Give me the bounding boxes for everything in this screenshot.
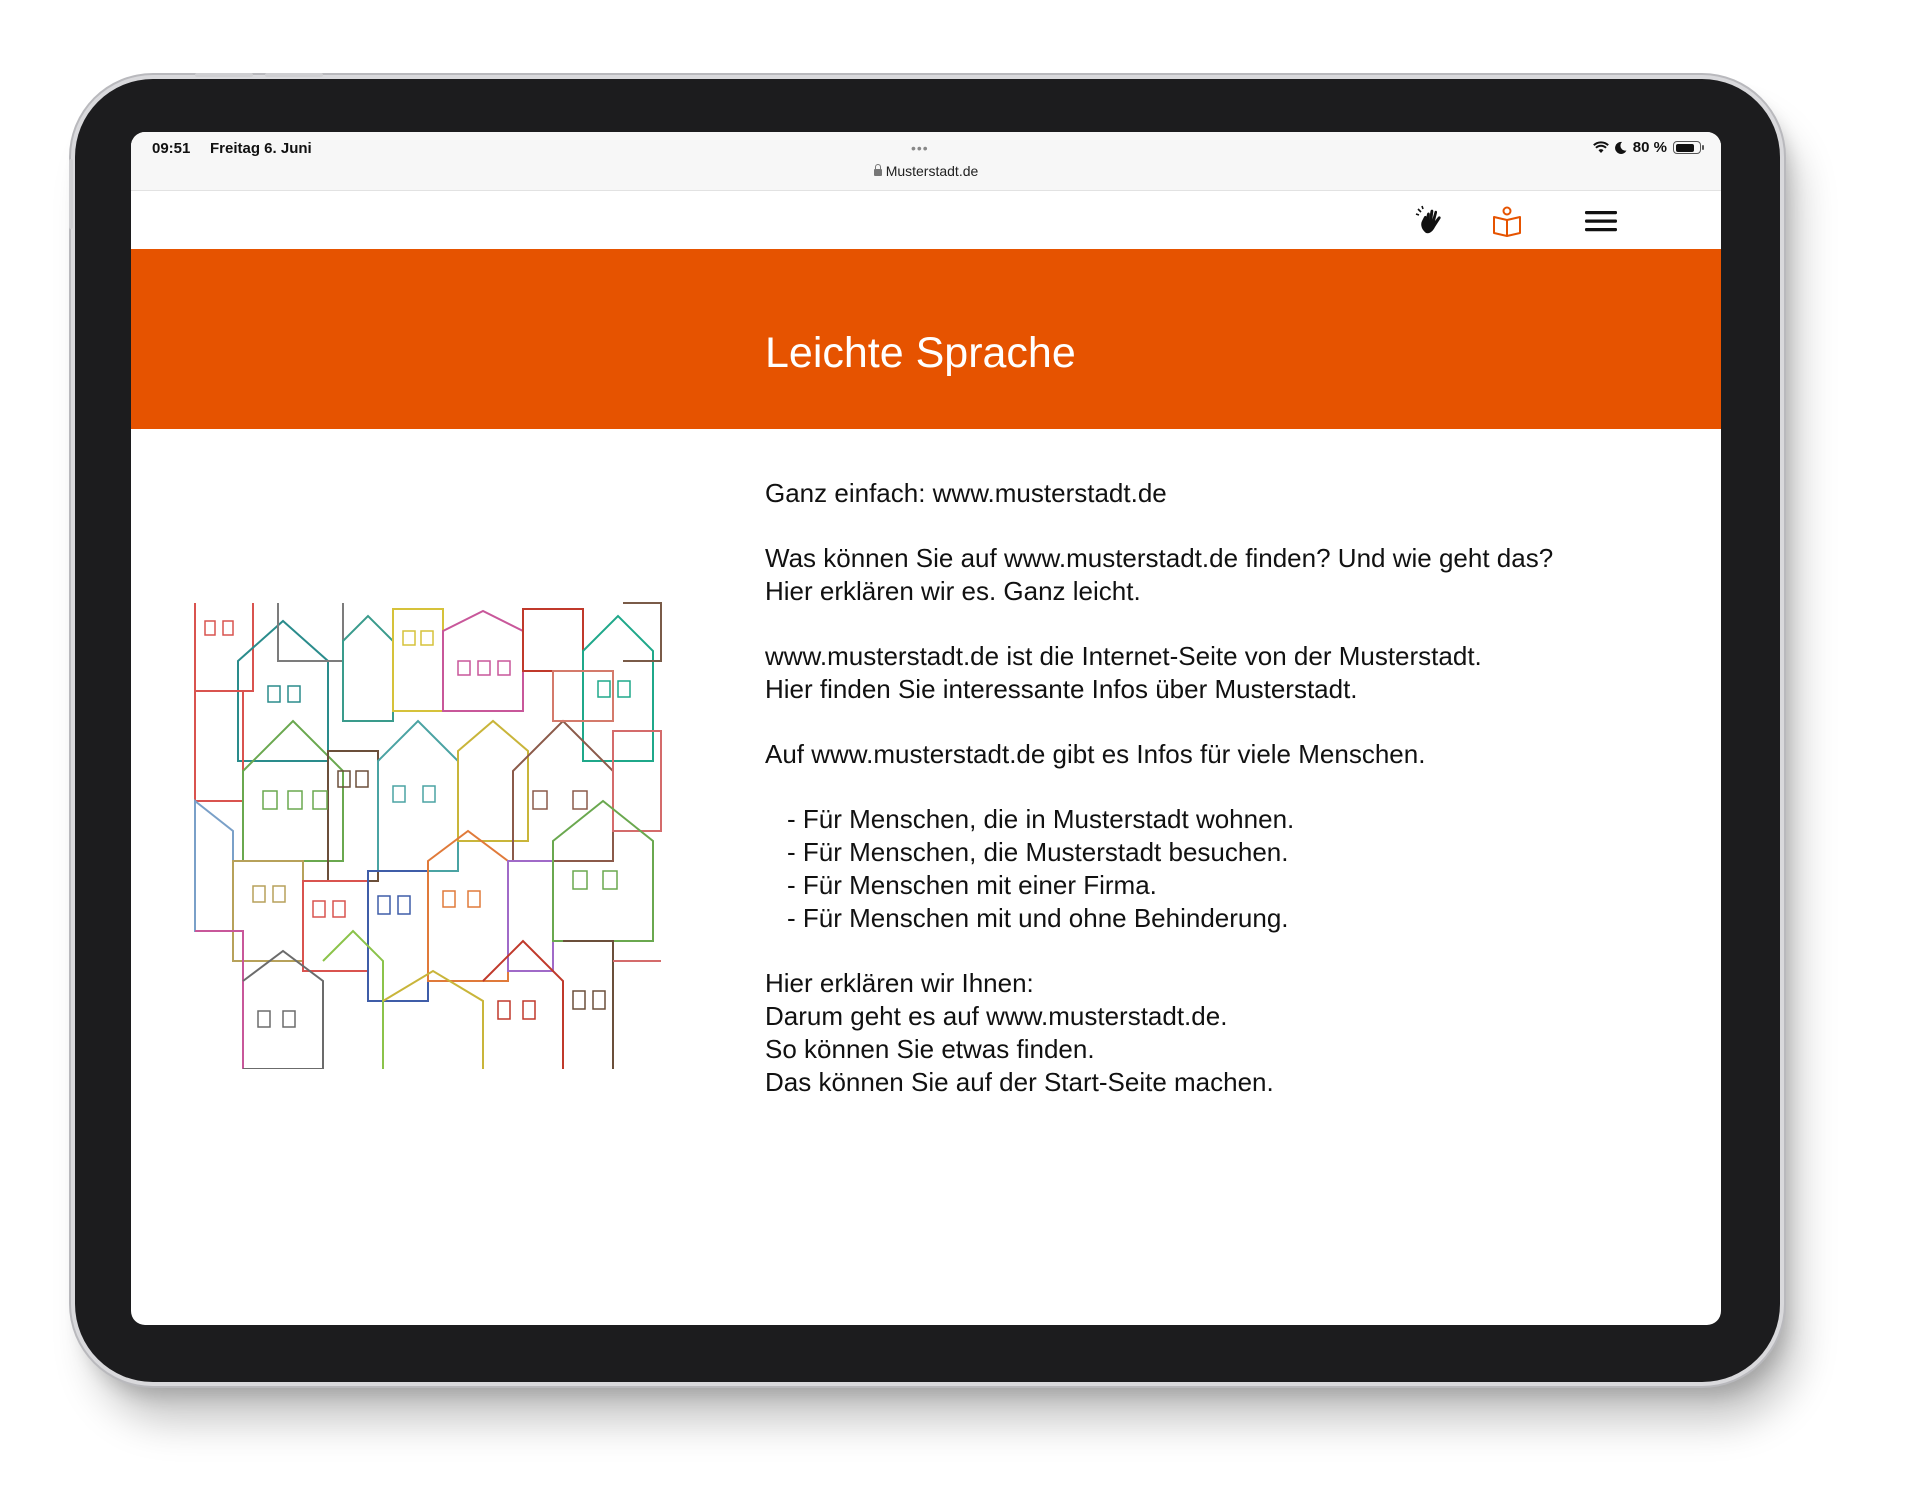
status-date: Freitag 6. Juni [210,140,312,157]
top-button [69,159,73,229]
address-bar[interactable] [131,163,1721,179]
list-item: - Für Menschen, die in Musterstadt wohnen. [787,803,1665,836]
hamburger-menu-icon[interactable] [1583,203,1619,239]
battery-percent: 80 % [1632,139,1667,156]
audience-list [765,803,1665,935]
wifi-icon [1593,141,1609,154]
list-item: - Für Menschen, die Musterstadt besuchen. [787,836,1665,869]
lock-icon [874,169,882,176]
battery-icon [1673,141,1701,154]
volume-button [195,73,253,77]
status-time: 09:51 [152,140,191,157]
list-item: - Für Menschen mit und ohne Behinderung. [787,902,1665,935]
moon-icon [1615,141,1627,154]
intro-heading: Ganz einfach: www.musterstadt.de [765,478,1167,508]
volume-button [265,73,323,77]
site-header [131,191,1721,249]
paragraph: Hier erklären wir Ihnen: Darum geht es auf www.musterstadt.de. So können Sie etwas finden. Das können Sie auf der Start-Seite machen. [765,968,1274,1097]
multitask-dots-icon[interactable]: ••• [911,140,929,156]
sign-language-icon[interactable] [1415,203,1451,239]
paragraph: www.musterstadt.de ist die Internet-Seite von der Musterstadt. Hier finden Sie interessante Infos über Musterstadt. [765,641,1482,704]
status-bar [131,132,1721,191]
url-text: Musterstadt.de [885,163,979,179]
list-item: - Für Menschen mit einer Firma. [787,869,1665,902]
screen [131,132,1721,1325]
colorful-town-houses-illustration [193,601,663,1069]
content-text [765,477,1665,1131]
paragraph: Auf www.musterstadt.de gibt es Infos für viele Menschen. [765,739,1426,769]
easy-language-book-icon[interactable] [1489,203,1525,239]
status-indicators [1593,139,1701,156]
battery-level [1676,144,1694,152]
page-banner [131,249,1721,429]
page-title: Leichte Sprache [765,329,1076,377]
paragraph: Was können Sie auf www.musterstadt.de finden? Und wie geht das? Hier erklären wir es. Ganz leicht. [765,543,1554,606]
